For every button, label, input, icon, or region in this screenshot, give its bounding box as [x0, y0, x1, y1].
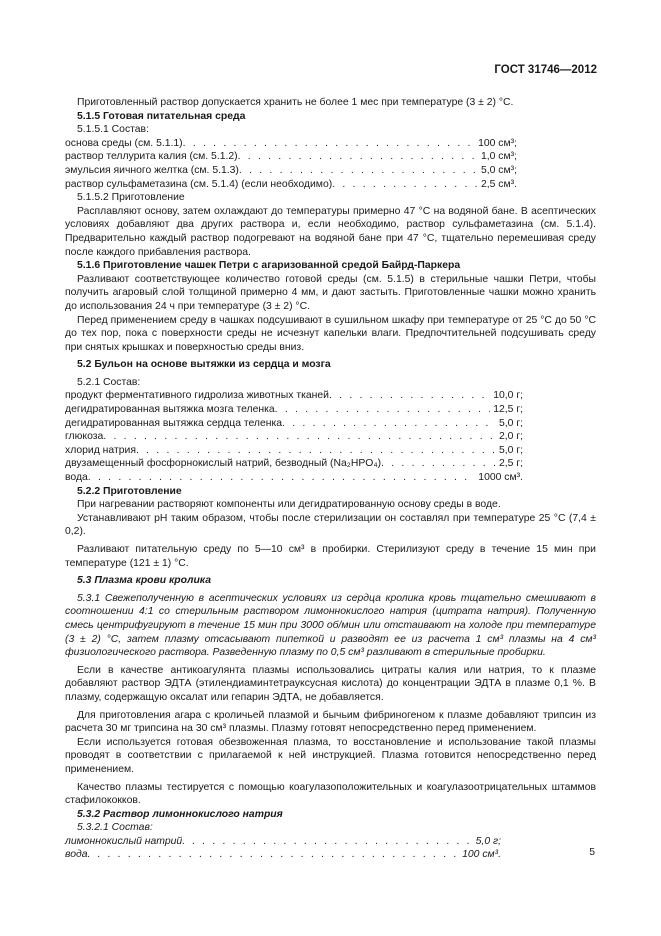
- ingredient-amount: 100 см³;: [478, 137, 517, 149]
- ingredient-amount: 5,0 см³;: [480, 164, 517, 176]
- heading-5-2: 5.2 Бульон на основе вытяжки из сердца и мозга: [77, 359, 331, 371]
- ingredient-name: двузамещенный фосфорнокислый натрий, безводный (Na₂HPO₄): [65, 458, 382, 470]
- paragraph-storage: Приготовленный раствор допускается хранить не более 1 мес при температуре (3 ± 2) °С.: [77, 97, 514, 108]
- ingredient-amount: 12,5 г;: [493, 404, 523, 416]
- composition-list-3: [65, 835, 501, 862]
- ingredient-amount: 1000 см³.: [478, 472, 523, 484]
- ingredient-name: дегидратированная вытяжка мозга теленка: [65, 404, 275, 416]
- composition-row: [65, 137, 517, 151]
- ingredient-amount: 10,0 г;: [493, 390, 523, 402]
- ingredient-amount: 2,5 г;: [498, 458, 523, 470]
- paragraph-5-3-1: 5.3.1 Свежеполученную в асептических условиях из сердца кролика кровь тщательно смешивают в соотношении 4:1 со стерильным раствором лимоннокислого натрия (цитрата натрия). Полученную смесь центрифугируют в течение 15 мин при 3000 об/мин или отстаивают на холоде при температуре (3 ± 2) °С, затем плазму отсасывают пипеткой и разводят ее из расчета 1 см³ плазмы на 4 см³ физиологического раствора. Разведенную плазму по 0,5 см³ разливают в стерильные пробирки.: [65, 592, 596, 659]
- paragraph-tubes: Разливают питательную среду по 5—10 см³ в пробирки. Стерилизуют среду в течение 15 мин при температуре (121 ± 1) °С.: [65, 544, 596, 569]
- composition-row: [65, 389, 523, 403]
- ingredient-name: эмульсия яичного желтка (см. 5.1.3): [65, 164, 239, 176]
- ingredient-name: основа среды (см. 5.1.1): [65, 137, 183, 149]
- ingredient-name: глюкоза: [65, 431, 104, 443]
- ingredient-name: вода: [65, 472, 88, 484]
- paragraph-pour: Разливают соответствующее количество готовой среды (см. 5.1.5) в стерильные чашки Петри, чтобы получить агаровый слой толщиной примерно 4 мм, и дают застыть. Приготовленные чашки можно хранить до использования 24 ч при температуре (3 ± 2) °С.: [65, 273, 596, 312]
- composition-row: [65, 457, 523, 471]
- heading-5-1-5-1: 5.1.5.1 Состав:: [77, 124, 149, 136]
- composition-list-2: [65, 389, 523, 484]
- composition-row: [65, 150, 517, 164]
- heading-5-3: 5.3 Плазма крови кролика: [77, 575, 211, 587]
- ingredient-amount: 100 см³.: [462, 849, 501, 861]
- composition-row: [65, 444, 523, 458]
- composition-row: [65, 471, 523, 485]
- ingredient-name: дегидратированная вытяжка сердца теленка: [65, 417, 283, 429]
- heading-5-1-6: 5.1.6 Приготовление чашек Петри с агаризованной средой Байрд-Паркера: [77, 260, 461, 272]
- composition-row: [65, 403, 523, 417]
- ingredient-amount: 2,0 г;: [498, 431, 523, 443]
- page-number: 5: [589, 847, 595, 858]
- ingredient-name: вода: [65, 849, 88, 861]
- heading-5-1-5-2: 5.1.5.2 Приготовление: [77, 192, 185, 204]
- ingredient-name: лимоннокислый натрий: [65, 835, 183, 847]
- paragraph-edta: Если в качестве антикоагулянта плазмы использовались цитраты калия или натрия, то к плазме добавляют раствор ЭДТА (этилендиаминтетрауксусная кислота) до концентрации ЭДТА в плазме 0,1 %. В плазму, содержащую оксалат или гепарин ЭДТА, не добавляется.: [65, 664, 596, 703]
- document-header: ГОСТ 31746—2012: [494, 64, 597, 76]
- composition-row: [65, 178, 517, 192]
- ingredient-amount: 5,0 г;: [475, 835, 501, 847]
- ingredient-name: раствор теллурита калия (см. 5.1.2): [65, 151, 238, 163]
- paragraph-heat: При нагревании растворяют компоненты или дегидратированную основу среды в воде.: [77, 499, 501, 511]
- heading-5-3-2-1: 5.3.2.1 Состав:: [77, 822, 153, 834]
- composition-row: [65, 417, 523, 431]
- paragraph-ready: Если используется готовая обезвоженная плазма, то восстановление и использование такой плазмы проводят в соответствии с прилагаемой к ней инструкцией. Плазма готовится непосредственно перед применением.: [65, 736, 596, 775]
- ingredient-amount: 5,0 г;: [498, 417, 523, 429]
- heading-5-2-2: 5.2.2 Приготовление: [77, 485, 182, 497]
- page-content: [65, 96, 596, 862]
- composition-list-1: [65, 137, 517, 191]
- heading-5-2-1: 5.2.1 Состав:: [77, 376, 141, 388]
- composition-row: [65, 430, 523, 444]
- paragraph-agar: Для приготовления агара с кроличьей плазмой и бычьим фибриногеном к плазме добавляют трипсин из расчета 30 мг трипсина на 30 см³ плазмы. Плазму готовят непосредственно перед применением.: [65, 709, 596, 735]
- ingredient-name: хлорид натрия: [65, 444, 136, 456]
- heading-5-1-5: 5.1.5 Готовая питательная среда: [77, 110, 246, 122]
- ingredient-name: продукт ферментативного гидролиза животных тканей: [65, 390, 329, 402]
- paragraph-quality: Качество плазмы тестируется с помощью коагулазоположительных и коагулазоотрицательных штаммов стафилококков.: [65, 781, 596, 807]
- paragraph-melt: Расплавляют основу, затем охлаждают до температуры примерно 47 °С на водяной бане. В асептических условиях добавляют два других раствора и, если необходимо, раствор сульфаметазина (см. 5.1.4). Предварительно каждый раствор подогревают на водяной бане при 47 °С, тщательно перемешивая среду после каждого прибавления раствора.: [65, 205, 596, 258]
- ingredient-name: раствор сульфаметазина (см. 5.1.4) (если необходимо): [65, 178, 333, 190]
- paragraph-dry: Перед применением среду в чашках подсушивают в сушильном шкафу при температуре от 25 °С до 50 °С до тех пор, пока с поверхности среды не исчезнут капельки влаги. Предпочтительней подсушивать среду при снятых крышках и поверхностью среды вниз.: [65, 314, 596, 353]
- heading-5-3-2: 5.3.2 Раствор лимоннокислого натрия: [77, 808, 283, 820]
- composition-row: [65, 835, 501, 849]
- paragraph-ph: Устанавливают рН таким образом, чтобы после стерилизации он составлял при температуре 25 °С (7,4 ± 0,2).: [65, 512, 596, 538]
- composition-row: [65, 848, 501, 862]
- ingredient-amount: 5,0 г;: [498, 444, 523, 456]
- composition-row: [65, 164, 517, 178]
- ingredient-amount: 2,5 см³.: [480, 178, 517, 190]
- ingredient-amount: 1,0 см³;: [480, 151, 517, 163]
